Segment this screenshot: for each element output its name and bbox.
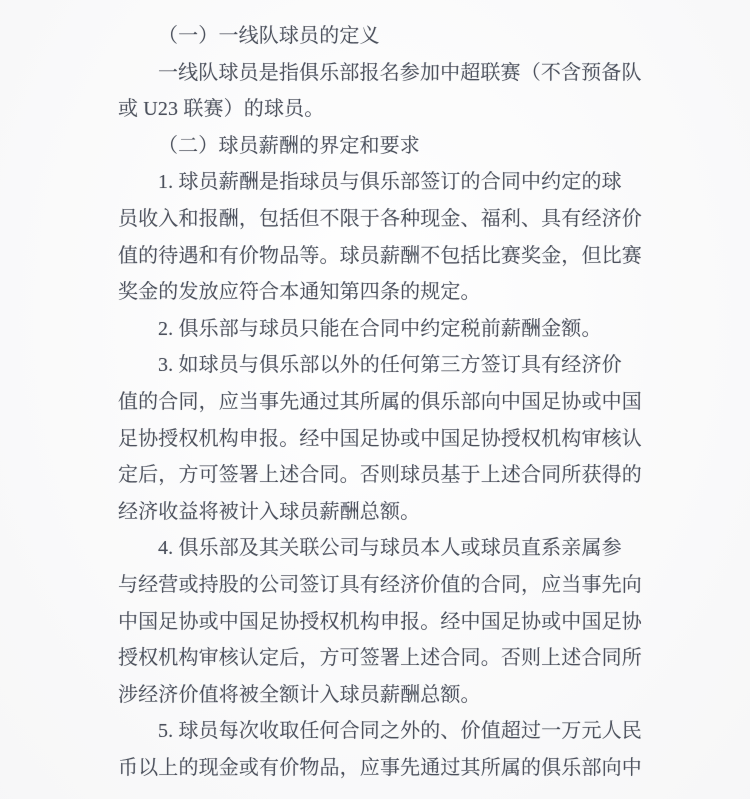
document-line: 5. 球员每次收取任何合同之外的、价值超过一万元人民	[158, 720, 642, 743]
document-line: 值的合同，应当事先通过其所属的俱乐部向中国足协或中国	[118, 390, 642, 413]
document-line: 授权机构审核认定后，方可签署上述合同。否则上述合同所	[118, 647, 642, 670]
document-line: 涉经济价值将被全额计入球员薪酬总额。	[118, 683, 481, 706]
document-lines	[118, 0, 646, 786]
document-line: 中国足协或中国足协授权机构申报。经中国足协或中国足协	[118, 610, 642, 633]
document-line: 定后，方可签署上述合同。否则球员基于上述合同所获得的	[118, 464, 642, 487]
document-line: 3. 如球员与俱乐部以外的任何第三方签订具有经济价	[158, 354, 622, 377]
document-line: 一线队球员是指俱乐部报名参加中超联赛（不含预备队	[158, 61, 642, 84]
document-line: 值的待遇和有价物品等。球员薪酬不包括比赛奖金，但比赛	[118, 244, 642, 267]
document-line: （一）一线队球员的定义	[158, 25, 380, 47]
document-line: 足协授权机构申报。经中国足协或中国足协授权机构审核认	[118, 427, 642, 450]
document-line: （二）球员薪酬的界定和要求	[158, 134, 420, 157]
document-line: 奖金的发放应符合本通知第四条的规定。	[118, 281, 481, 304]
document-line: 或 U23 联赛）的球员。	[118, 98, 325, 121]
document-line: 与经营或持股的公司签订具有经济价值的合同，应当事先向	[118, 573, 642, 596]
document-line: 1. 球员薪酬是指球员与俱乐部签订的合同中约定的球	[158, 171, 622, 194]
document-line: 员收入和报酬，包括但不限于各种现金、福利、具有经济价	[118, 207, 642, 230]
document-line: 4. 俱乐部及其关联公司与球员本人或球员直系亲属参	[158, 537, 622, 560]
document-line: 币以上的现金或有价物品，应事先通过其所属的俱乐部向中	[118, 756, 642, 779]
document-line: 经济收益将被计入球员薪酬总额。	[118, 500, 421, 523]
document-line: 2. 俱乐部与球员只能在合同中约定税前薪酬金额。	[158, 317, 602, 340]
